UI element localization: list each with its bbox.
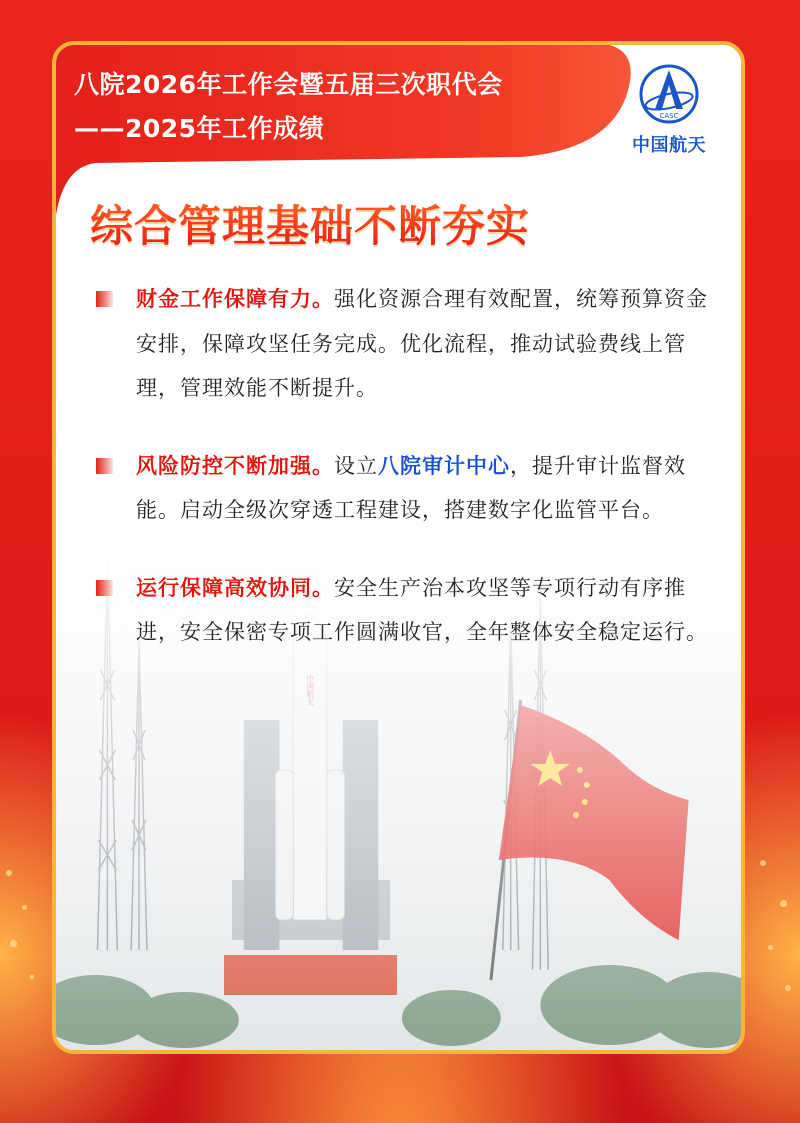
header-title-line2: ——2025年工作成绩 — [74, 114, 325, 143]
item-text: 安全生产治本攻坚等专项行动有序推进，安全保密专项工作圆满收官，全年整体安全稳定运行。 — [136, 575, 708, 644]
logo-caption: 中国航天 — [632, 135, 706, 156]
header-title — [74, 63, 503, 151]
item-text-after: ，提升审计监督效能。启动全级次穿透工程建设，搭建数字化监管平台。 — [136, 453, 686, 522]
bullet-icon — [96, 291, 113, 307]
item-text-before: 设立 — [334, 453, 378, 478]
item-lead: 风险防控不断加强。 — [136, 453, 334, 478]
achievement-list — [96, 277, 716, 688]
item-lead: 运行保障高效协同。 — [136, 575, 334, 600]
section-title: 综合管理基础不断夯实 — [90, 193, 530, 254]
list-item-finance — [96, 277, 716, 411]
list-item-risk — [96, 444, 716, 533]
list-item-operations — [96, 566, 716, 655]
item-lead: 财金工作保障有力。 — [136, 287, 334, 311]
item-text: 强化资源合理有效配置，统筹预算资金安排，保障攻坚任务完成。优化流程，推动试验费线上管理，管理效能不断提升。 — [136, 287, 708, 400]
bullet-icon — [96, 458, 113, 474]
bullet-icon — [96, 580, 113, 596]
casc-logo — [623, 63, 715, 157]
content-card — [52, 41, 745, 1054]
casc-emblem-icon — [638, 63, 700, 125]
header-title-line1: 八院2026年工作会暨五届三次职代会 — [74, 70, 503, 99]
casc-emblem-text: CASC — [659, 112, 679, 120]
item-highlight: 八院审计中心 — [378, 453, 510, 478]
